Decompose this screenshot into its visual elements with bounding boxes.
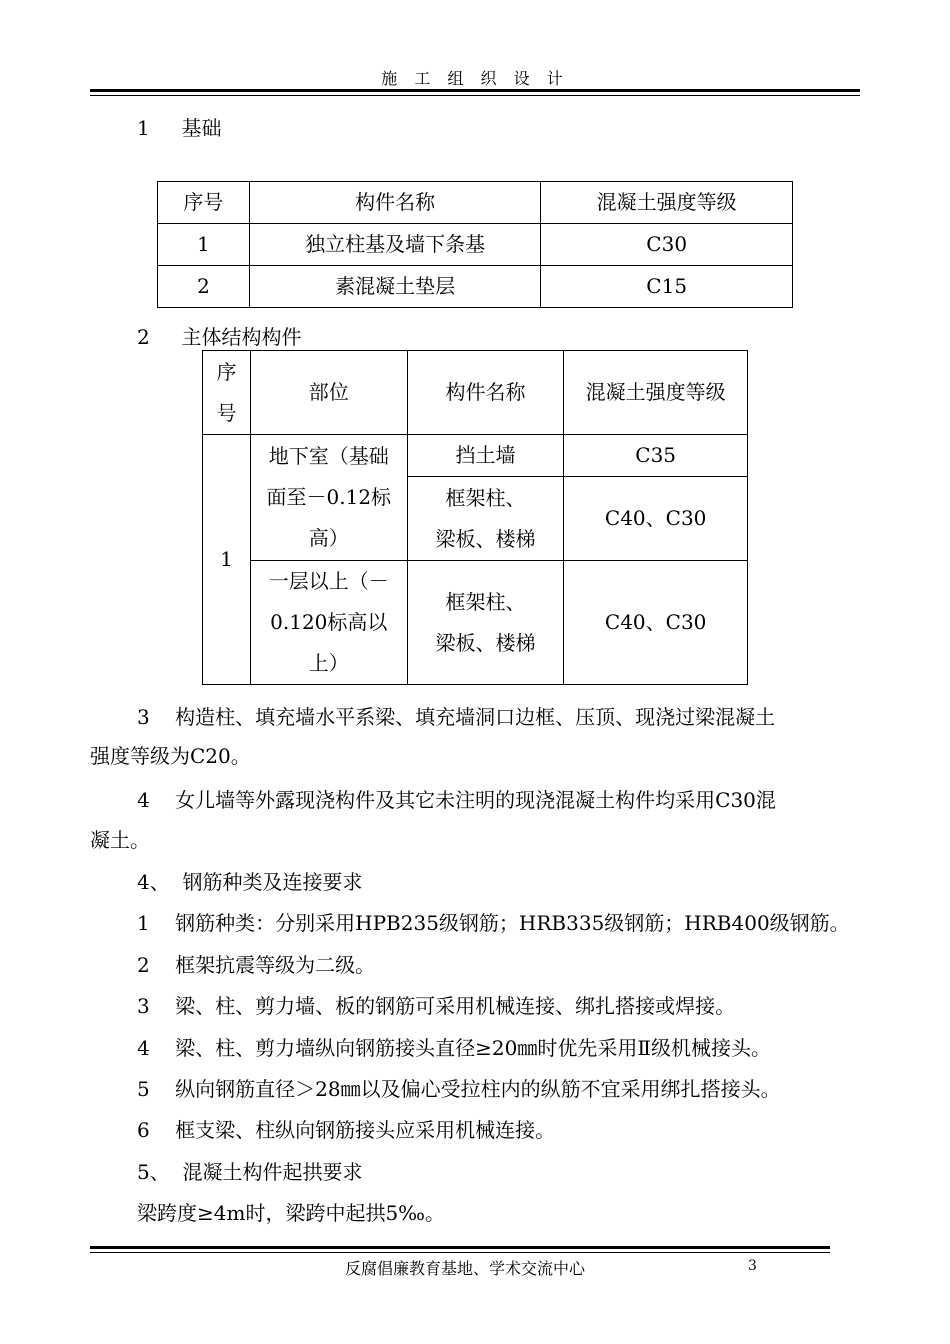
section-2-title: 2 主体结构构件 xyxy=(137,325,302,349)
table-cell: C35 xyxy=(564,435,748,477)
header-cell-grade: 混凝土强度等级 xyxy=(541,182,793,224)
table-cell: C40、C30 xyxy=(564,477,748,561)
section-5-title: 5、 混凝土构件起拱要求 xyxy=(137,1160,363,1184)
footer-organization: 反腐倡廉教育基地、学术交流中心 xyxy=(345,1259,586,1278)
table-cell: 2 xyxy=(158,266,250,308)
section-5-text: 梁跨度≥4m时，梁跨中起拱5‰。 xyxy=(137,1201,446,1225)
rebar-item-6: 6 框支梁、柱纵向钢筋接头应采用机械连接。 xyxy=(137,1118,556,1142)
table-cell: 独立柱基及墙下条基 xyxy=(249,224,541,266)
footer-page-number: 3 xyxy=(748,1258,757,1274)
rebar-item-1: 1 钢筋种类：分别采用HPB235级钢筋；HRB335级钢筋；HRB400级钢筋。 xyxy=(137,911,850,935)
page-header-title: 施 工 组 织 设 计 xyxy=(381,69,569,88)
table-cell: C30 xyxy=(541,224,793,266)
header-cell-component: 构件名称 xyxy=(407,351,564,435)
table-cell-location: 地下室（基础 面至－0.12标 高） xyxy=(250,435,407,561)
table-main-structure xyxy=(202,350,748,685)
table-cell: 框架柱、 梁板、楼梯 xyxy=(407,477,564,561)
table-cell: C40、C30 xyxy=(564,561,748,685)
table-cell-location: 一层以上（－ 0.120标高以 上） xyxy=(250,561,407,685)
header-cell-location: 部位 xyxy=(250,351,407,435)
footer-rule-thick xyxy=(90,1246,830,1249)
header-cell-index: 序号 xyxy=(158,182,250,224)
rebar-item-3: 3 梁、柱、剪力墙、板的钢筋可采用机械连接、绑扎搭接或焊接。 xyxy=(137,994,736,1018)
rebar-item-2: 2 框架抗震等级为二级。 xyxy=(137,953,376,977)
table-row xyxy=(158,266,793,308)
paragraph-4-line-2: 凝土。 xyxy=(90,828,150,852)
table-row xyxy=(203,561,748,685)
section-4-title: 4、 钢筋种类及连接要求 xyxy=(137,870,363,894)
header-cell-index: 序 号 xyxy=(203,351,251,435)
rebar-item-4: 4 梁、柱、剪力墙纵向钢筋接头直径≥20㎜时优先采用Ⅱ级机械接头。 xyxy=(137,1036,771,1060)
table-row xyxy=(158,182,793,224)
rebar-item-5: 5 纵向钢筋直径＞28㎜以及偏心受拉柱内的纵筋不宜采用绑扎搭接头。 xyxy=(137,1077,781,1101)
table-row xyxy=(203,435,748,477)
table-cell: 1 xyxy=(158,224,250,266)
paragraph-4-line-1: 4 女儿墙等外露现浇构件及其它未注明的现浇混凝土构件均采用C30混 xyxy=(137,788,776,812)
header-rule-thin xyxy=(90,95,860,96)
header-rule-thick xyxy=(90,89,860,92)
table-row xyxy=(203,351,748,435)
header-cell-grade: 混凝土强度等级 xyxy=(564,351,748,435)
table-cell: 框架柱、 梁板、楼梯 xyxy=(407,561,564,685)
table-foundation xyxy=(157,181,793,308)
footer-rule-thin xyxy=(90,1252,830,1253)
table-cell: 素混凝土垫层 xyxy=(249,266,541,308)
table-cell-index: 1 xyxy=(203,435,251,685)
table-row xyxy=(158,224,793,266)
table-cell: C15 xyxy=(541,266,793,308)
section-1-title: 1 基础 xyxy=(137,116,222,140)
table-cell: 挡土墙 xyxy=(407,435,564,477)
paragraph-3-line-1: 3 构造柱、填充墙水平系梁、填充墙洞口边框、压顶、现浇过梁混凝土 xyxy=(137,705,776,729)
paragraph-3-line-2: 强度等级为C20。 xyxy=(90,744,251,768)
header-cell-component: 构件名称 xyxy=(249,182,541,224)
